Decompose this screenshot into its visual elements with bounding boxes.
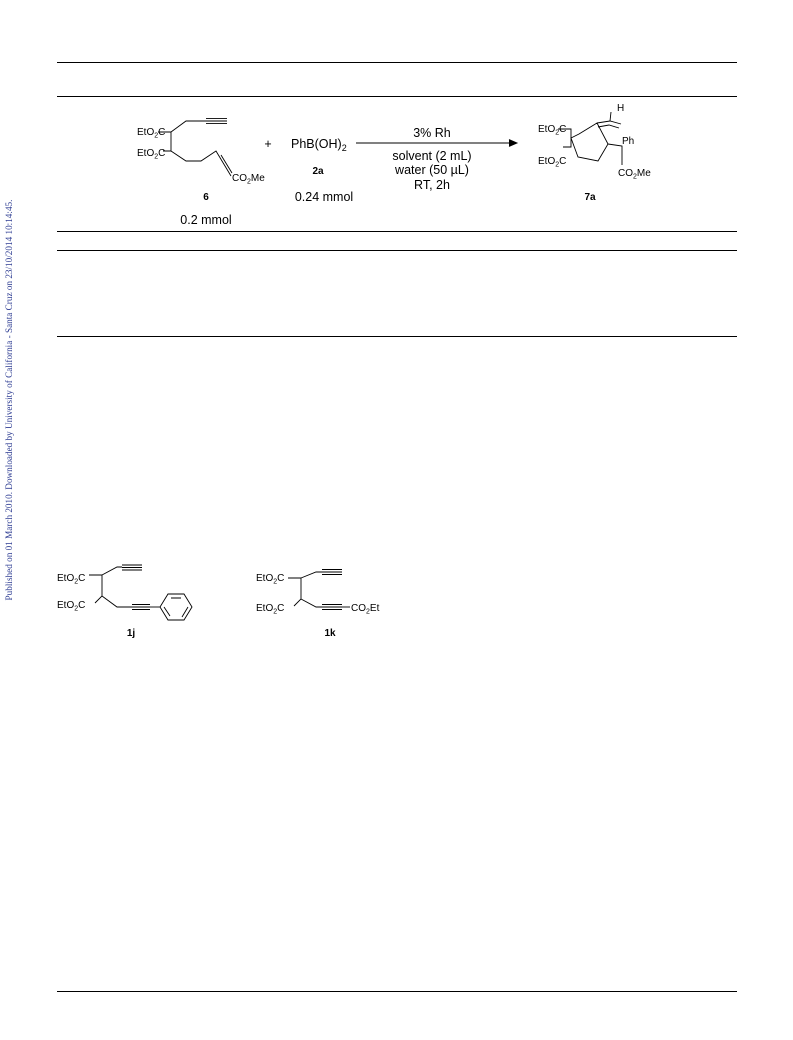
compound-id-2a: 2a xyxy=(312,166,324,177)
water-label: water (50 µL) xyxy=(395,163,469,177)
watermark-text: Published on 01 March 2010. Downloaded by University of California - Santa Cruz on 23/10/2014 10:14:45. xyxy=(4,199,14,601)
product-ester-bottom: EtO$_2$C xyxy=(538,156,567,169)
1k-ester-bottom: EtO$_2$C xyxy=(256,603,285,616)
1j-ester-top: EtO$_2$C xyxy=(57,573,86,586)
catalyst-label: 3% Rh xyxy=(413,126,451,140)
product-ester-chain: $CO_2Me$ xyxy=(618,168,651,181)
product-ester-top: EtO$_2$C xyxy=(538,124,567,137)
ester-label-top: EtO$_2$C xyxy=(137,127,166,140)
compound-id-7a: 7a xyxy=(584,192,596,203)
1k-ester-end: $CO_2Et$ xyxy=(351,603,380,616)
solvent-label: solvent (2 mL) xyxy=(392,149,472,163)
hydrogen-label: H xyxy=(617,103,625,114)
amount-6: 0.2 mmol xyxy=(180,213,232,227)
time-label: RT, 2h xyxy=(414,178,450,192)
compound-id-6: 6 xyxy=(203,192,209,203)
plus-sign: + xyxy=(264,137,272,151)
compound-id-1j: 1j xyxy=(126,628,136,639)
1k-ester-top: EtO$_2$C xyxy=(256,573,285,586)
1j-ester-bottom: EtO$_2$C xyxy=(57,600,86,613)
boronic-acid-formula: $PhB(OH)_2$ xyxy=(291,137,347,153)
ester-label-bottom: EtO$_2$C xyxy=(137,148,166,161)
amount-2a: 0.24 mmol xyxy=(294,190,354,204)
phenyl-label: Ph xyxy=(622,136,635,147)
ester-label-chain: $CO_2Me$ xyxy=(232,173,265,186)
compound-id-1k: 1k xyxy=(324,628,336,639)
